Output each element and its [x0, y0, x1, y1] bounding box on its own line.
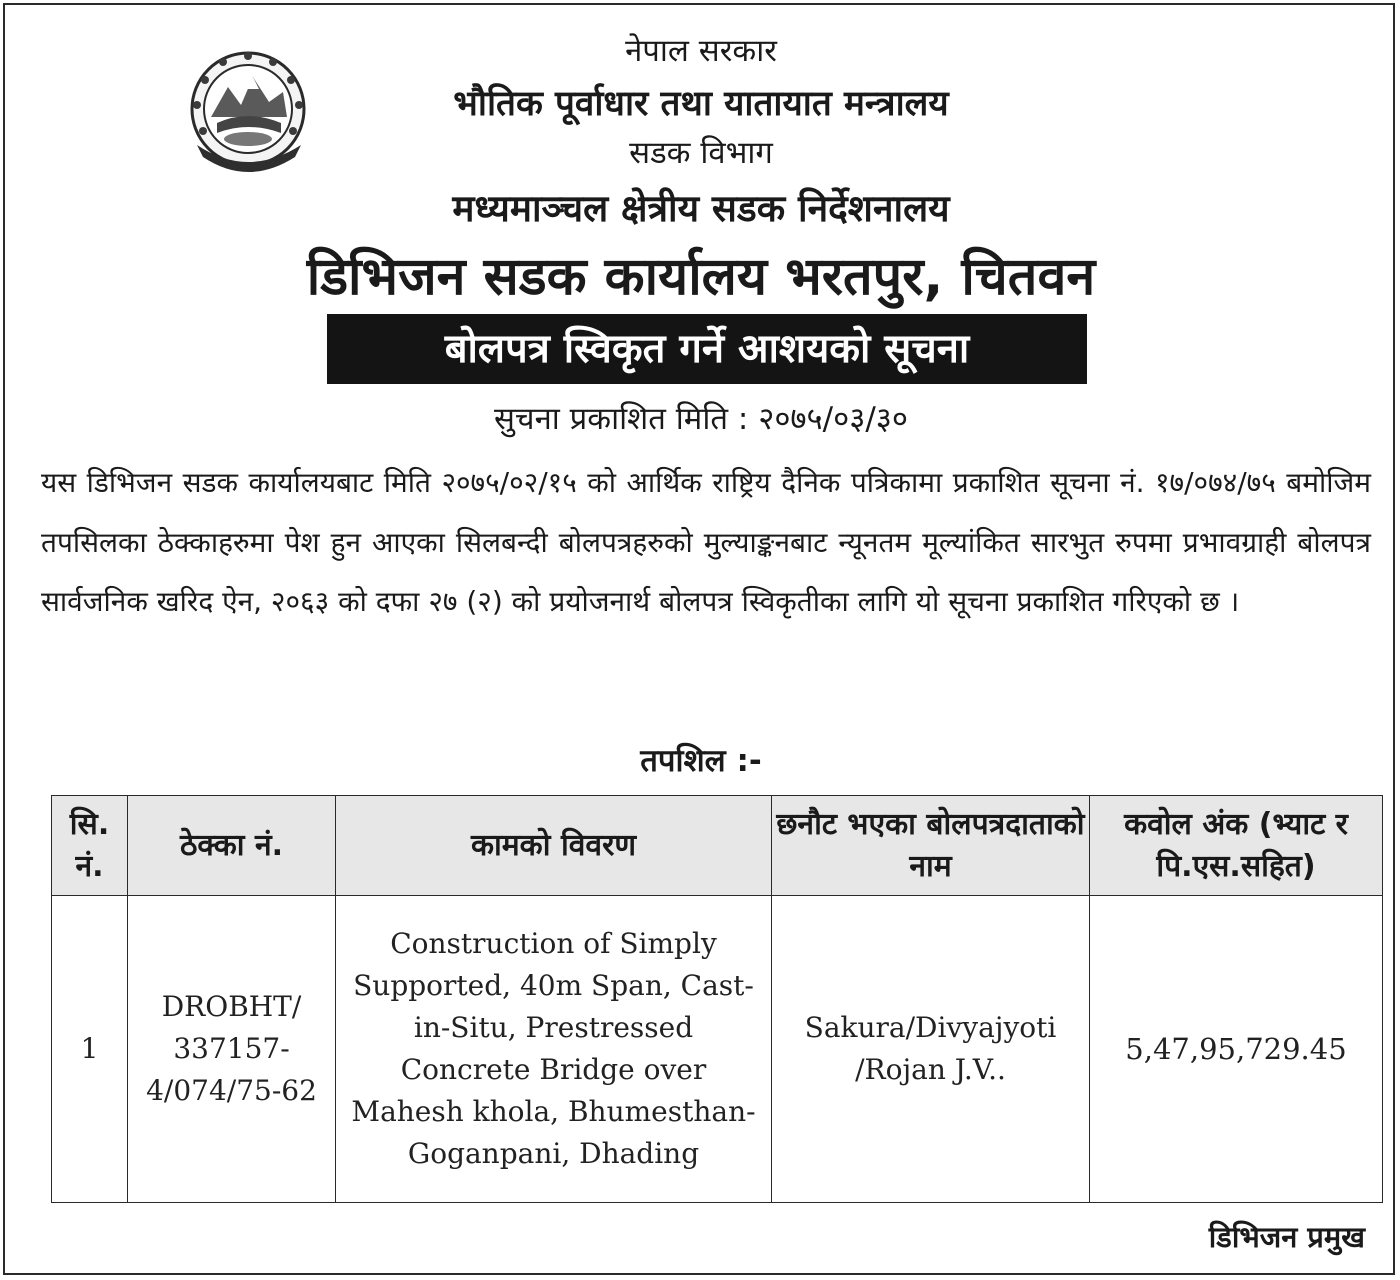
ministry-name: भौतिक पूर्वाधार तथा यातायात मन्त्रालय [453, 84, 949, 124]
header-description: कामको विवरण [336, 796, 772, 896]
table-row [52, 896, 1383, 1203]
department-name: सडक विभाग [629, 135, 773, 171]
notice-body: यस डिभिजन सडक कार्यालयबाट मिति २०७५/०२/१५ को आर्थिक राष्ट्रिय दैनिक पत्रिकामा प्रकाशित सूचना नं. १७/०७४/७५ बमोजिम तपसिलका ठेक्काहरुमा पेश हुन आएका सिलबन्दी बोलपत्रहरुको मुल्याङ्कनबाट न्यूनतम मूल्यांकित सारभुत रुपमा प्रभावग्राही बोलपत्र सार्वजनिक खरिद ऐन, २०६३ को दफा २७ (२) को प्रयोजनार्थ बोलपत्र स्विकृतीका लागि यो सूचना प्रकाशित गरिएको छ । [41, 466, 1371, 618]
table-header-row [52, 796, 1383, 896]
signatory: डिभिजन प्रमुख [1208, 1220, 1365, 1254]
header-contract-no: ठेक्का नं. [128, 796, 336, 896]
notice-title-banner: बोलपत्र स्विकृत गर्ने आशयको सूचना [327, 314, 1087, 384]
header-bidder: छनौट भएका बोलपत्रदाताको नाम [772, 796, 1090, 896]
government-name: नेपाल सरकार [625, 33, 777, 69]
cell-sn: 1 [52, 896, 128, 1203]
cell-amount: 5,47,95,729.45 [1090, 896, 1383, 1203]
published-date: सुचना प्रकाशित मिति : २०७५/०३/३० [493, 401, 909, 437]
cell-description: Construction of Simply Supported, 40m Span, Cast-in-Situ, Prestressed Concrete Bridge over Mahesh khola, Bhumesthan-Goganpani, Dhading [336, 896, 772, 1203]
directorate-name: मध्यमाञ्चल क्षेत्रीय सडक निर्देशनालय [452, 187, 950, 230]
cell-contract-no: DROBHT/ 337157- 4/074/75-62 [128, 896, 336, 1203]
header-sn: सि. नं. [52, 796, 128, 896]
bid-table [51, 795, 1383, 1203]
header-amount: कवोल अंक (भ्याट र पि.एस.सहित) [1090, 796, 1383, 896]
office-name: डिभिजन सडक कार्यालय भरतपुर, चितवन [306, 247, 1096, 307]
notice-page [3, 3, 1395, 1275]
list-heading: तपशिल :- [640, 743, 762, 779]
cell-bidder: Sakura/Divyajyoti /Rojan J.V.. [772, 896, 1090, 1203]
